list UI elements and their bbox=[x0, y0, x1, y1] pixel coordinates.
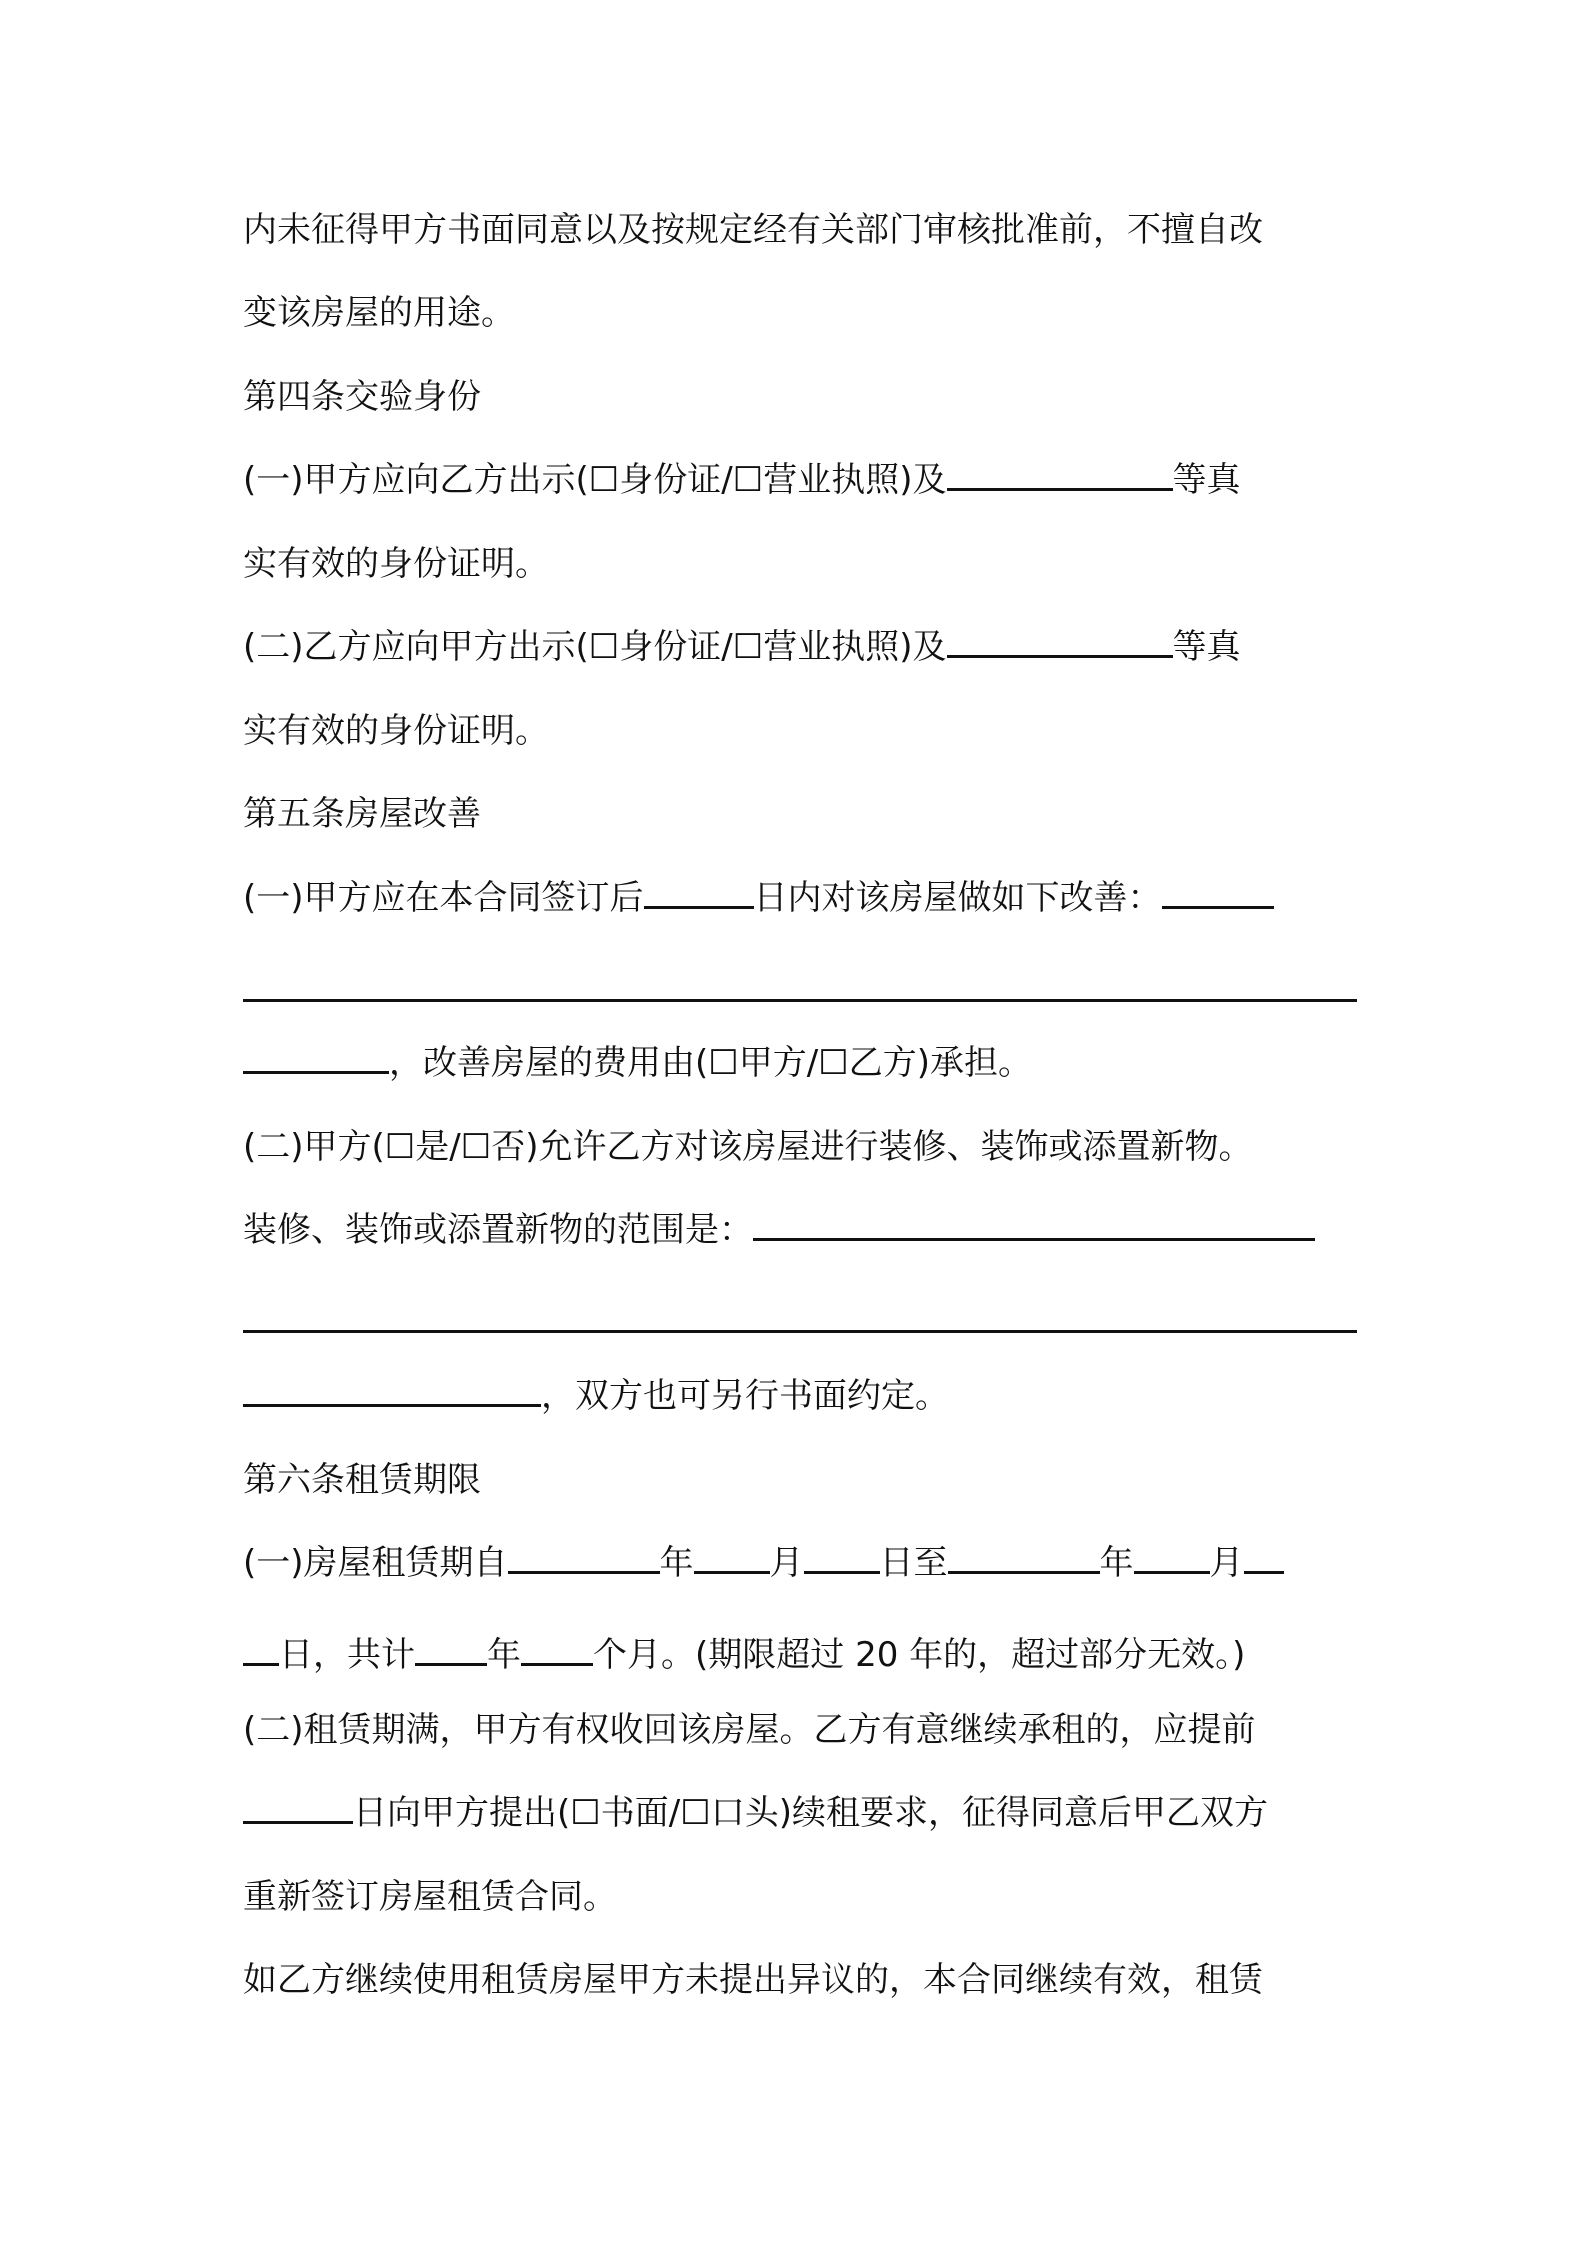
paragraph-line: (二)租赁期满，甲方有权收回该房屋。乙方有意继续承租的，应提前 bbox=[243, 1710, 1256, 1750]
clause-text: 营业执照)及 bbox=[763, 627, 947, 667]
blank-start-month[interactable] bbox=[694, 1543, 770, 1574]
checkbox-written[interactable]: ☐ bbox=[570, 1793, 601, 1833]
clause-text: 身份证/ bbox=[619, 460, 733, 500]
blank-notice-days[interactable] bbox=[243, 1793, 353, 1824]
paragraph-line: 内未征得甲方书面同意以及按规定经有关部门审核批准前，不擅自改 bbox=[243, 210, 1263, 250]
clause-text: 否)允许乙方对该房屋进行装修、装饰或添置新物。 bbox=[491, 1127, 1253, 1167]
clause-text: 身份证/ bbox=[619, 627, 733, 667]
clause-6-1 bbox=[243, 1540, 1357, 1586]
paragraph-line: 实有效的身份证明。 bbox=[243, 711, 549, 751]
blank-start-day[interactable] bbox=[804, 1543, 880, 1574]
clause-text: (一)甲方应向乙方出示( bbox=[243, 460, 589, 500]
checkbox-id-card[interactable]: ☐ bbox=[588, 627, 620, 667]
checkbox-yes[interactable]: ☐ bbox=[384, 1127, 416, 1167]
clause-text: 营业执照)及 bbox=[763, 460, 947, 500]
clause-text: 日至 bbox=[879, 1543, 948, 1583]
clause-4-2 bbox=[243, 624, 1357, 670]
checkbox-oral[interactable]: ☐ bbox=[680, 1793, 711, 1833]
blank-improvement[interactable] bbox=[1162, 878, 1274, 909]
clause-5-2 bbox=[243, 1124, 1357, 1170]
clause-text: 装修、装饰或添置新物的范围是： bbox=[243, 1210, 753, 1250]
clause-text: (二)乙方应向甲方出示( bbox=[243, 627, 589, 667]
checkbox-id-card[interactable]: ☐ bbox=[588, 460, 620, 500]
clause-text: 甲方/ bbox=[738, 1043, 819, 1083]
clause-text: 是/ bbox=[415, 1127, 461, 1167]
clause-text: 年 bbox=[487, 1635, 521, 1675]
clause-text: 日，共计 bbox=[279, 1635, 415, 1675]
clause-5-2-scope bbox=[243, 1207, 1357, 1253]
blank-field[interactable] bbox=[947, 627, 1173, 658]
blank-end-year[interactable] bbox=[948, 1543, 1100, 1574]
checkbox-party-b[interactable]: ☐ bbox=[818, 1043, 849, 1083]
paragraph-line: 实有效的身份证明。 bbox=[243, 544, 549, 584]
clause-5-2-end bbox=[243, 1373, 1357, 1419]
clause-5-1 bbox=[243, 875, 1357, 921]
clause-4-1 bbox=[243, 457, 1357, 503]
blank-improvement[interactable] bbox=[243, 1043, 389, 1074]
blank-rule[interactable] bbox=[243, 1330, 1357, 1333]
paragraph-line: 重新签订房屋租赁合同。 bbox=[243, 1877, 617, 1917]
clause-text: (一)房屋租赁期自 bbox=[243, 1543, 508, 1583]
clause-text: 年 bbox=[1099, 1543, 1134, 1583]
paragraph-line: 如乙方继续使用租赁房屋甲方未提出异议的，本合同继续有效，租赁 bbox=[243, 1960, 1263, 2000]
clause-text: 日向甲方提出( bbox=[353, 1793, 571, 1833]
blank-start-year[interactable] bbox=[508, 1543, 660, 1574]
blank-total-years[interactable] bbox=[415, 1635, 487, 1666]
clause-text: 日内对该房屋做如下改善： bbox=[753, 878, 1162, 918]
clause-5-1-end bbox=[243, 1040, 1357, 1086]
clause-6-1-cont bbox=[243, 1632, 1357, 1678]
blank-end-day[interactable] bbox=[243, 1635, 279, 1666]
checkbox-business-license[interactable]: ☐ bbox=[732, 460, 764, 500]
clause-text: 口头)续租要求，征得同意后甲乙双方 bbox=[710, 1793, 1268, 1833]
clause-text: 乙方)承担。 bbox=[848, 1043, 1032, 1083]
checkbox-party-a[interactable]: ☐ bbox=[708, 1043, 739, 1083]
clause-text: (一)甲方应在本合同签订后 bbox=[243, 878, 644, 918]
blank-days[interactable] bbox=[644, 878, 754, 909]
blank-end-day[interactable] bbox=[1244, 1543, 1284, 1574]
paragraph-line: 变该房屋的用途。 bbox=[243, 293, 515, 333]
clause-text: 月 bbox=[769, 1543, 804, 1583]
clause-text: 个月。(期限超过 20 年的，超过部分无效。) bbox=[593, 1635, 1246, 1675]
checkbox-business-license[interactable]: ☐ bbox=[732, 627, 764, 667]
clause-text: 等真 bbox=[1172, 460, 1241, 500]
blank-end-month[interactable] bbox=[1134, 1543, 1210, 1574]
clause-text: 书面/ bbox=[600, 1793, 681, 1833]
clause-text: (二)甲方( bbox=[243, 1127, 385, 1167]
clause-text: 年 bbox=[659, 1543, 694, 1583]
blank-scope[interactable] bbox=[753, 1210, 1315, 1241]
blank-rule[interactable] bbox=[243, 999, 1357, 1002]
clause-text: 等真 bbox=[1172, 627, 1241, 667]
section-heading-article-6: 第六条租赁期限 bbox=[243, 1460, 481, 1500]
clause-text: ，双方也可另行书面约定。 bbox=[541, 1376, 949, 1416]
clause-text: ，改善房屋的费用由( bbox=[389, 1043, 709, 1083]
blank-total-months[interactable] bbox=[521, 1635, 593, 1666]
section-heading-article-5: 第五条房屋改善 bbox=[243, 794, 481, 834]
clause-text: 月 bbox=[1209, 1543, 1244, 1583]
blank-field[interactable] bbox=[947, 460, 1173, 491]
section-heading-article-4: 第四条交验身份 bbox=[243, 377, 481, 417]
blank-scope[interactable] bbox=[243, 1376, 541, 1407]
clause-6-2-cont bbox=[243, 1790, 1357, 1836]
checkbox-no[interactable]: ☐ bbox=[460, 1127, 492, 1167]
